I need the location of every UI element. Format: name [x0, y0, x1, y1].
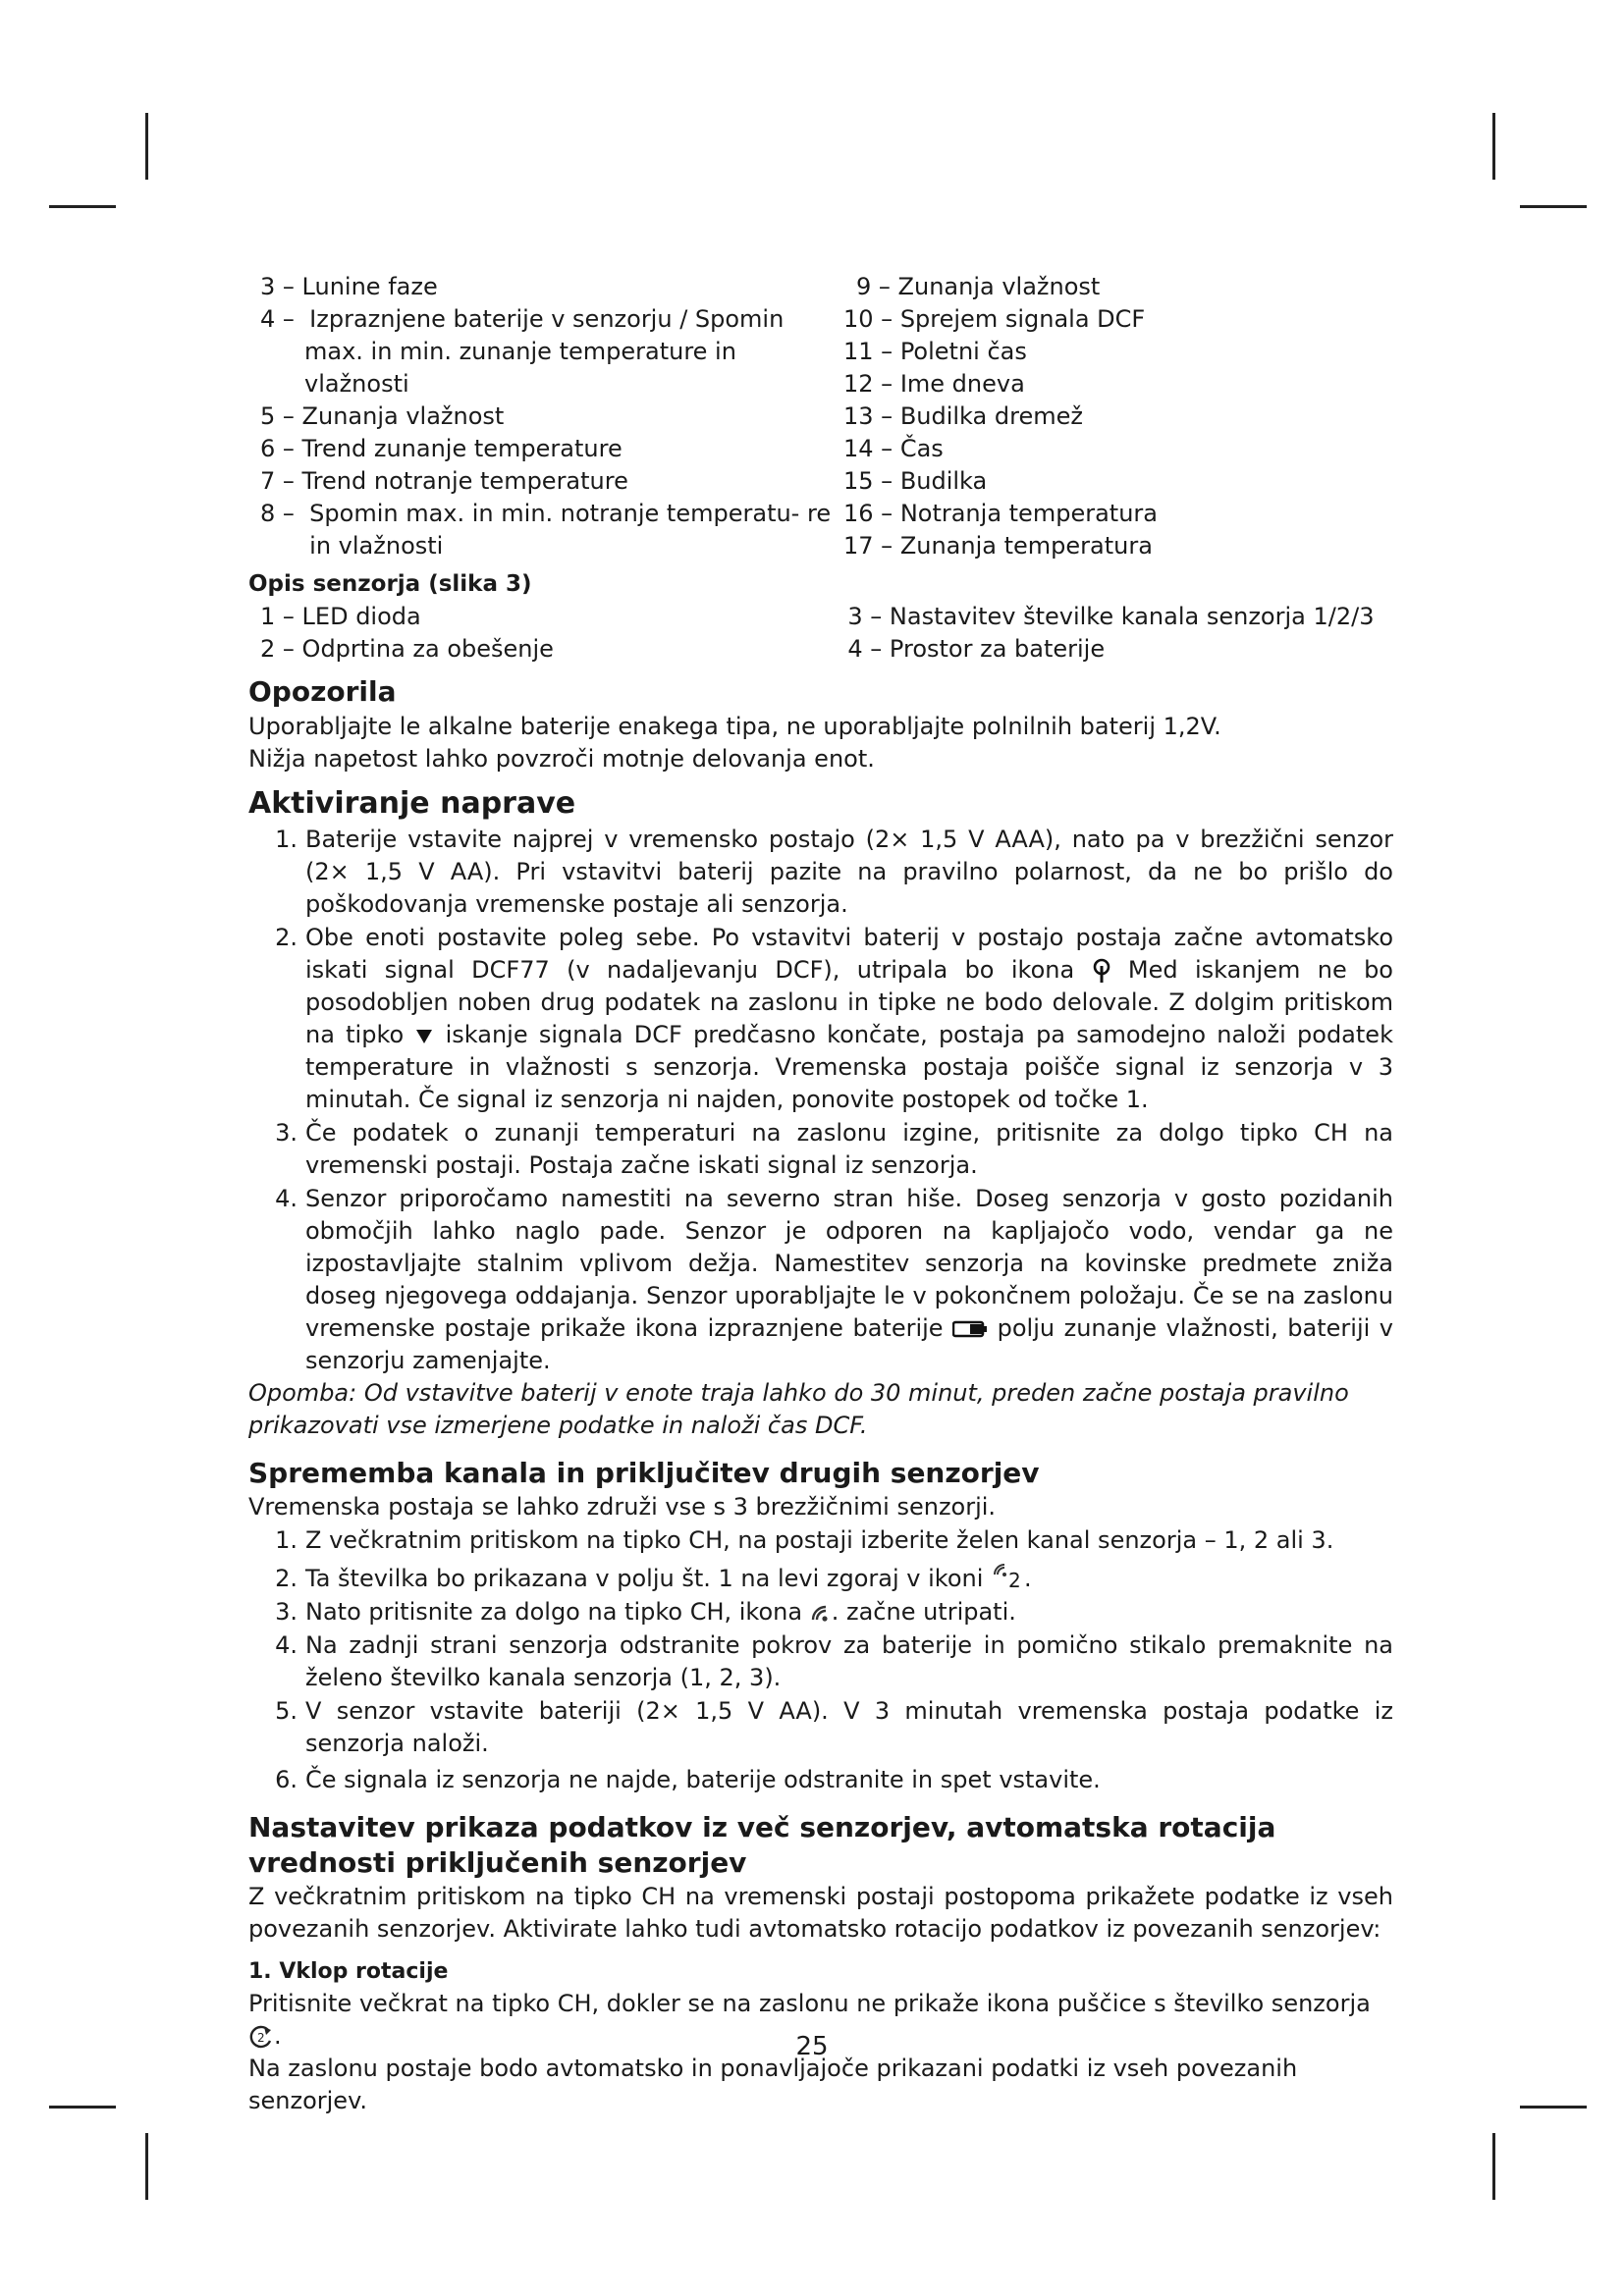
legend-left-column — [248, 271, 839, 562]
list-item: 6. Če signala iz senzorja ne najde, baterije odstranite in spet vstavite. — [275, 1766, 1101, 1793]
sensor-signal-icon — [810, 1604, 832, 1622]
display-legend — [248, 271, 1393, 562]
list-item: 4. Na zadnji strani senzorja odstranite pokrov za baterije in pomično stikalo premaknite na želeno številko kanala senzorja (1, 2, 3). — [275, 1631, 1393, 1691]
rotation-subheading: 1. Vklop rotacije — [248, 1959, 449, 1984]
sensor-legend — [248, 601, 1393, 666]
legend-item: 13 – Budilka dremež — [843, 402, 1083, 430]
legend-item: 10 – Sprejem signala DCF — [843, 305, 1146, 333]
crop-mark-top-left-vertical — [145, 113, 148, 180]
activation-heading: Aktiviranje naprave — [248, 786, 576, 821]
list-item: 3. Če podatek o zunanji temperaturi na zaslonu izgine, pritisnite za dolgo tipko CH na vremenski postaji. Postaja začne iskati signal iz senzorja. — [275, 1119, 1393, 1179]
rotation-heading: Nastavitev prikaza podatkov iz več senzorjev, avtomatska rotacija vrednosti priključenih senzorjev — [248, 1811, 1276, 1879]
list-item: 1. Z večkratnim pritiskom na tipko CH, na postaji izberite želen kanal senzorja – 1, 2 ali 3. — [275, 1526, 1334, 1554]
legend-right-column — [843, 271, 1393, 562]
sensor-item: 2 – Odprtina za obešenje — [260, 635, 554, 663]
legend-item: 3 – Lunine faze — [260, 273, 438, 300]
legend-item: max. in min. zunanje temperature in vlažnosti — [304, 338, 736, 398]
list-item: 5. V senzor vstavite bateriji (2× 1,5 V AA). V 3 minutah vremenska postaja podatke iz senzorja naloži. — [275, 1697, 1393, 1757]
down-arrow-icon — [414, 1026, 434, 1045]
crop-mark-bottom-left-horizontal — [49, 2106, 116, 2109]
legend-item: 5 – Zunanja vlažnost — [260, 402, 505, 430]
list-item: 2. Obe enoti postavite poleg sebe. Po vstavitvi baterij v postajo postaja začne avtomatsko iskati signal DCF77 (v nadaljevanju DCF), utripala bo ikona Med iskanjem ne bo posodobljen noben drug podatek na zaslonu in tipke ne bodo delovale. Z dolgim pritiskom na tipko iskanje signala DCF predčasno končate, postaja pa samodejno naloži podatek temperature in vlažnosti s senzorja. Vremenska postaja poišče signal iz senzorja v 3 minutah. Če signal iz senzorja ni najden, ponovite postopek od točke 1. — [275, 924, 1393, 1113]
svg-text:2: 2 — [257, 2031, 265, 2045]
dcf-signal-icon — [1092, 958, 1111, 984]
channel-intro: Vremenska postaja se lahko združi vse s 3 brezžičnimi senzorji. — [248, 1493, 997, 1521]
rotation-paragraph: Na zaslonu postaje bodo avtomatsko in ponavljajoče prikazani podatki iz vseh povezanih senzorjev. — [248, 2055, 1298, 2114]
legend-item: 14 – Čas — [843, 435, 944, 462]
legend-item: 16 – Notranja temperatura — [843, 500, 1158, 527]
legend-item: 7 – Trend notranje temperature — [260, 467, 628, 495]
page-number: 25 — [795, 2032, 829, 2061]
legend-item: 17 – Zunanja temperatura — [843, 532, 1153, 560]
activation-list — [248, 824, 1393, 1377]
legend-item: 6 – Trend zunanje temperature — [260, 435, 623, 462]
low-battery-icon — [952, 1320, 988, 1338]
legend-item: 9 – Zunanja vlažnost — [856, 273, 1101, 300]
warnings-heading: Opozorila — [248, 675, 397, 708]
channel-heading: Sprememba kanala in priključitev drugih senzorjev — [248, 1457, 1040, 1489]
crop-mark-top-right-horizontal — [1520, 205, 1587, 208]
channel-list — [248, 1524, 1393, 1796]
sensor-item: 3 – Nastavitev številke kanala senzorja 1/2/3 — [847, 603, 1375, 630]
sensor-item: 4 – Prostor za baterije — [847, 635, 1106, 663]
legend-item: 4 – Izpraznjene baterije v senzorju / Spomin — [260, 305, 785, 333]
rotation-paragraph: Pritisnite večkrat na tipko CH, dokler se na zaslonu ne prikaže ikona puščice s številko senzorja 2 . — [248, 1990, 1371, 2050]
crop-mark-bottom-left-vertical — [145, 2133, 148, 2200]
sensor-right-column — [835, 601, 1393, 666]
list-item: 1. Baterije vstavite najprej v vremensko postajo (2× 1,5 V AAA), nato pa v brezžični senzor (2× 1,5 V AA). Pri vstavitvi baterij pazite na pravilno polarnost, da ne bo prišlo do poškodovanja vremenske postaje ali senzorja. — [275, 826, 1393, 918]
sensor-channel-icon: 2 — [991, 1565, 1024, 1594]
list-item: 4. Senzor priporočamo namestiti na severno stran hiše. Doseg senzorja v gosto pozidanih območjih lahko naglo pade. Senzor je odporen na kapljajočo vodo, vendar ga ne izpostavljajte stalnim vplivom dežja. Namestitev senzorja na kovinske predmete zniža doseg njegovega oddajanja. Senzor uporabljajte le v pokončnem položaju. Če se na zaslonu vremenske postaje prikaže ikona izpraznjene baterije polju zunanje vlažnosti, bateriji v senzorju zamenjajte. — [275, 1185, 1394, 1374]
list-item: 2. Ta številka bo prikazana v polju št. 1 na levi zgoraj v ikoni 2 . — [275, 1565, 1032, 1592]
crop-mark-bottom-right-horizontal — [1520, 2106, 1587, 2109]
page-content — [248, 271, 1393, 2117]
legend-item: 15 – Budilka — [843, 467, 988, 495]
rotation-intro: Z večkratnim pritiskom na tipko CH na vremenski postaji postopoma prikažete podatke iz vseh povezanih senzorjev. Aktivirate lahko tudi avtomatsko rotacijo podatkov iz povezanih senzorjev: — [248, 1883, 1393, 1943]
crop-mark-bottom-right-vertical — [1492, 2133, 1495, 2200]
sensor-left-column — [248, 601, 835, 666]
crop-mark-top-left-horizontal — [49, 205, 116, 208]
warnings-paragraph: Uporabljajte le alkalne baterije enakega tipa, ne uporabljajte polnilnih baterij 1,2V. — [248, 713, 1221, 740]
sensor-heading: Opis senzorja (slika 3) — [248, 571, 532, 597]
activation-note: Opomba: Od vstavitve baterij v enote traja lahko do 30 minut, preden začne postaja pravilno prikazovati vse izmerjene podatke in naloži čas DCF. — [248, 1379, 1349, 1439]
list-item: 3. Nato pritisnite za dolgo na tipko CH, ikona . začne utripati. — [275, 1598, 1016, 1626]
warnings-paragraph: Nižja napetost lahko povzroči motnje delovanja enot. — [248, 745, 875, 773]
crop-mark-top-right-vertical — [1492, 113, 1495, 180]
legend-item: 8 – Spomin max. in min. notranje temperatu- re in vlažnosti — [260, 500, 832, 560]
legend-item: 12 – Ime dneva — [843, 370, 1025, 398]
sensor-item: 1 – LED dioda — [260, 603, 421, 630]
legend-item: 11 – Poletni čas — [843, 338, 1027, 365]
